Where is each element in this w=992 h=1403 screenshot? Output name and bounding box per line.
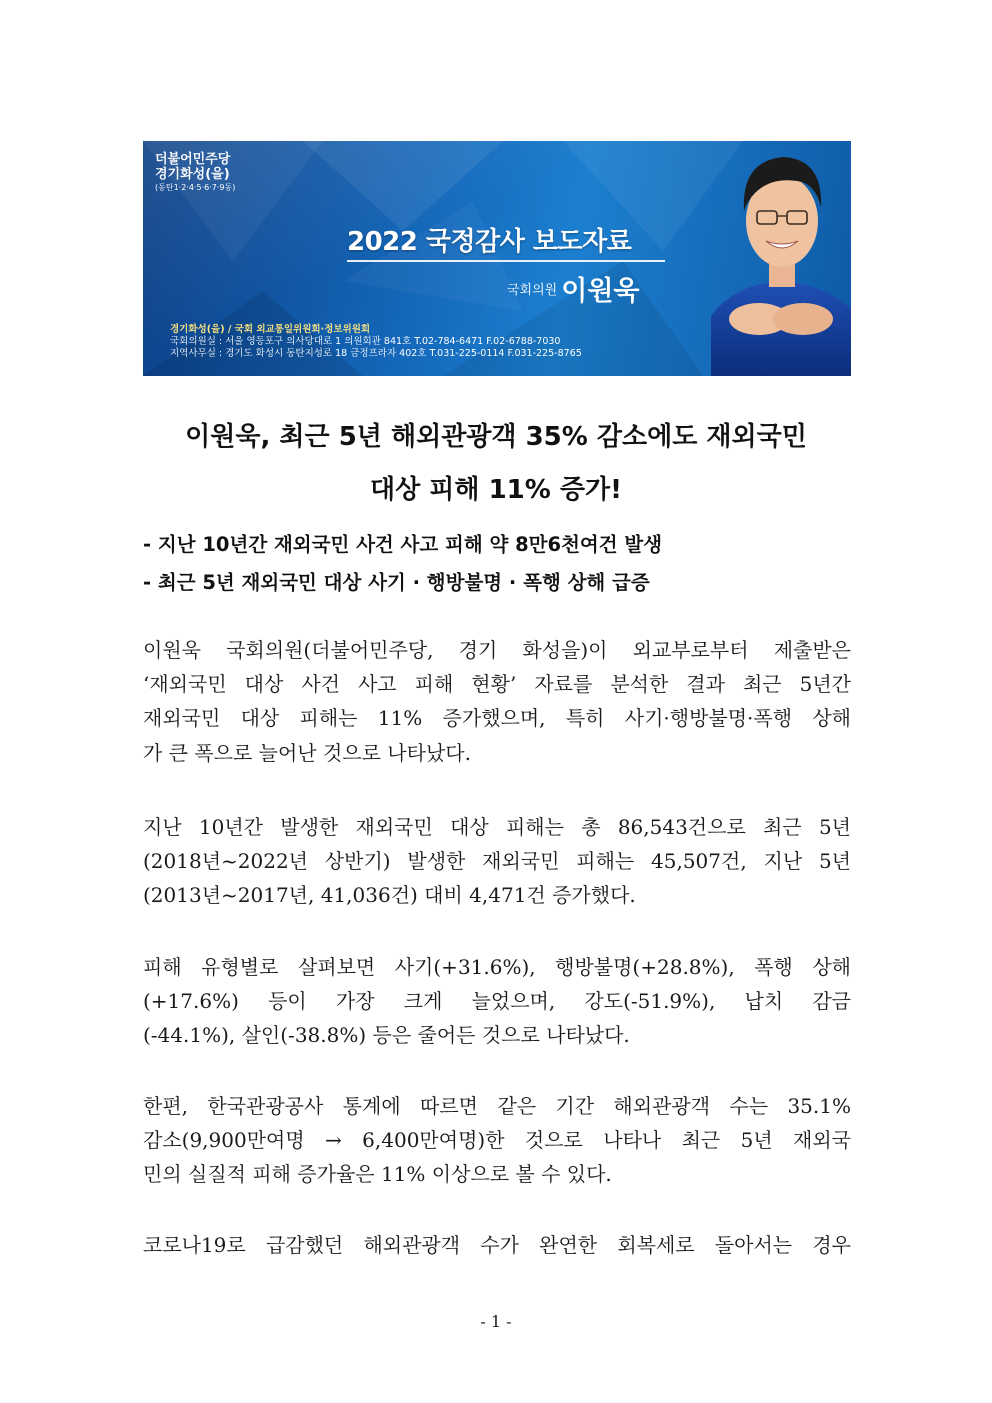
paragraph-line: 감소(9,900만여명 → 6,400만여명)한 것으로 나타나 최근 5년 재외국 [143, 1128, 851, 1153]
party-block [155, 153, 235, 192]
district-name: 경기화성(을) [155, 166, 230, 182]
body-paragraph-4 [143, 1089, 851, 1192]
page-number: - 1 - [480, 1312, 512, 1331]
paragraph-line: (+17.6%) 등이 가장 크게 늘었으며, 강도(-51.9%), 납치 감금 [143, 989, 851, 1014]
national-office-info: 국회의원실 : 서울 영등포구 의사당대로 1 의원회관 841호 T.02-784-6471 F.02-6788-7030 [170, 335, 561, 347]
committee-info: 경기화성(을) / 국회 외교통일위원회·정보위원회 [170, 324, 371, 335]
member-label: 국회의원 [507, 283, 558, 298]
paragraph-line: 재외국민 대상 피해는 11% 증가했으며, 특히 사기·행방불명·폭행 상해 [143, 706, 851, 731]
paragraph-line: (2018년~2022년 상반기) 발생한 재외국민 피해는 45,507건, 지난 5년 [143, 849, 851, 874]
banner-contact-info [170, 324, 582, 360]
paragraph-line: 이원욱 국회의원(더불어민주당, 경기 화성을)이 외교부로부터 제출받은 [143, 638, 851, 662]
paragraph-line: 한편, 한국관광공사 통계에 따르면 같은 기간 해외관광객 수는 35.1% [143, 1094, 851, 1118]
body-paragraph-5 [143, 1228, 851, 1262]
member-name: 이원욱 [561, 276, 640, 307]
paragraph-line: (-44.1%), 살인(-38.8%) 등은 줄어든 것으로 나타났다. [143, 1023, 630, 1048]
paragraph-line: (2013년~2017년, 41,036건) 대비 4,471건 증가했다. [143, 883, 636, 908]
paragraph-line: 지난 10년간 발생한 재외국민 대상 피해는 총 86,543건으로 최근 5년 [143, 815, 851, 839]
paragraph-line: ‘재외국민 대상 사건 사고 피해 현황’ 자료를 분석한 결과 최근 5년간 [143, 672, 851, 697]
body-paragraph-1 [143, 633, 851, 770]
subheading-1: - 지난 10년간 재외국민 사건 사고 피해 약 8만6천여건 발생 [143, 533, 663, 556]
headline-line-1: 이원욱, 최근 5년 해외관광객 35% 감소에도 재외국민 [185, 422, 807, 452]
paragraph-line: 코로나19로 급감했던 해외관광객 수가 완연한 회복세로 돌아서는 경우 [143, 1233, 851, 1257]
district-dongs: (동탄1·2·4·5·6·7·9동) [155, 182, 236, 192]
paragraph-line: 민의 실질적 피해 증가율은 11% 이상으로 볼 수 있다. [143, 1162, 612, 1187]
banner-member [507, 269, 639, 308]
local-office-info: 지역사무실 : 경기도 화성시 동탄지성로 18 금정프라자 402호 T.031-225-0114 F.031-225-8765 [170, 347, 582, 359]
banner-title: 2022 국정감사 보도자료 [347, 227, 632, 257]
press-release-banner [143, 141, 851, 376]
member-portrait-image [711, 141, 851, 376]
body-paragraph-3 [143, 950, 851, 1053]
banner-title-underline [347, 260, 665, 262]
paragraph-line: 가 큰 폭으로 늘어난 것으로 나타났다. [143, 740, 471, 765]
body-paragraph-2 [143, 810, 851, 913]
subheading-2: - 최근 5년 재외국민 대상 사기 · 행방불명 · 폭행 상해 급증 [143, 571, 650, 594]
paragraph-line: 피해 유형별로 살펴보면 사기(+31.6%), 행방불명(+28.8%), 폭행 상해 [143, 955, 851, 979]
party-name: 더불어민주당 [155, 152, 231, 167]
headline-line-2: 대상 피해 11% 증가! [370, 475, 622, 505]
